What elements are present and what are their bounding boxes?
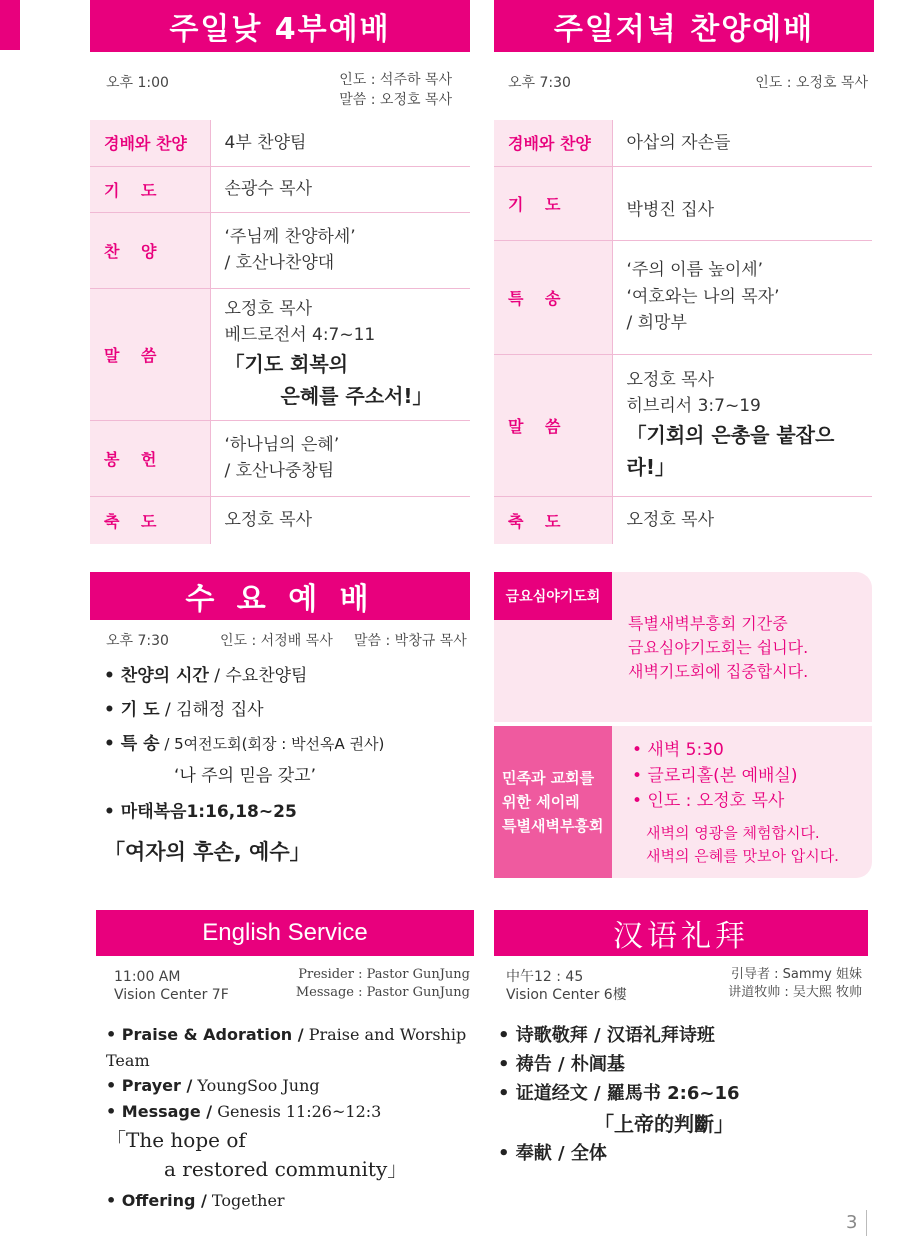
notice-line: 새벽기도회에 집중합시다. xyxy=(628,662,809,681)
sermon-title-line1: 「The hope of xyxy=(106,1128,246,1153)
notice-line: 특별새벽부흥회 기간중 xyxy=(628,614,788,633)
order-label: 봉 헌 xyxy=(90,420,210,496)
order-value: 4부 찬양팀 xyxy=(210,120,470,166)
evening-title: 주일저녁 찬양예배 xyxy=(494,0,874,52)
notice-line: 금요심야기도회는 쉽니다. xyxy=(628,638,809,657)
order-value xyxy=(210,212,470,288)
sermon-title: 「여자의 후손, 예수」 xyxy=(104,840,311,864)
wednesday-title: 수 요 예 배 xyxy=(90,572,470,620)
order-label: 축 도 xyxy=(494,496,612,544)
order-label: 찬 양 xyxy=(90,212,210,288)
order-label: 말 씀 xyxy=(494,354,612,496)
wednesday-preacher: 말씀 : 박창규 목사 xyxy=(354,633,467,649)
note-line: 새벽의 영광을 체험합시다. xyxy=(646,824,820,842)
table-row xyxy=(90,166,470,212)
order-value: 박병진 집사 xyxy=(612,166,872,240)
sunday4-order-table xyxy=(90,120,470,544)
order-value xyxy=(612,240,872,354)
item-head: • Offering / xyxy=(106,1191,207,1211)
page-edge-tab xyxy=(0,0,20,50)
chinese-order-list xyxy=(498,1022,868,1169)
list-item xyxy=(106,1188,476,1214)
wednesday-order-list xyxy=(104,664,474,870)
order-label: 말 씀 xyxy=(90,288,210,420)
preacher-name: 오정호 목사 xyxy=(224,298,313,319)
scripture: 히브리서 3:7~19 xyxy=(626,396,761,416)
label-line: 특별새벽부흥회 xyxy=(502,817,604,835)
order-value: 오정호 목사 xyxy=(626,510,715,531)
friday-notice xyxy=(628,612,808,684)
table-row xyxy=(90,120,470,166)
chinese-leader: 引导者 : Sammy 姐妹 xyxy=(730,967,862,982)
choir: / 호산나찬양대 xyxy=(224,253,335,273)
scripture: 베드로전서 4:7~11 xyxy=(224,325,376,345)
list-item xyxy=(106,1073,476,1099)
special-song-team: / 희망부 xyxy=(626,313,687,334)
english-ministers xyxy=(270,966,470,1001)
evening-order-table xyxy=(494,120,872,544)
sermon-title: 「上帝的判斷」 xyxy=(594,1112,734,1137)
sermon-title-line1: 「기도 회복의 xyxy=(224,352,349,377)
order-value: 아삽의 자손들 xyxy=(612,120,872,166)
chinese-place: Vision Center 6樓 xyxy=(506,987,627,1004)
item-text: / 김해정 집사 xyxy=(159,700,264,720)
sermon-title-line2: 은혜를 주소서!」 xyxy=(280,384,433,409)
sermon-title: 「기회의 은총을 붙잡으라!」 xyxy=(626,423,835,480)
item-head: • 기 도 xyxy=(104,700,160,720)
order-value xyxy=(612,354,872,496)
english-message-by: Message : Pastor GunJung xyxy=(295,984,470,1000)
sunday4-leader: 인도 : 석주하 목사 xyxy=(339,72,452,88)
evening-time: 오후 7:30 xyxy=(508,75,571,91)
revival-label xyxy=(494,726,612,878)
revival-info xyxy=(632,738,797,815)
sunday4-title: 주일낮 4부예배 xyxy=(90,0,470,52)
order-label: 기 도 xyxy=(494,166,612,240)
offering-song: ‘하나님의 은혜’ xyxy=(224,434,340,455)
info-line: • 글로리홀(본 예배실) xyxy=(632,765,798,786)
chinese-time: 中午12 : 45 xyxy=(506,969,584,985)
offering-team: / 호산나중창팀 xyxy=(224,461,335,481)
label-line: 민족과 교회를 xyxy=(502,769,595,787)
order-label: 특 송 xyxy=(494,240,612,354)
item-text: Praise and Worship Team xyxy=(106,1025,467,1070)
page-number: 3 xyxy=(846,1212,858,1233)
hymn-title: ‘주님께 찬양하세’ xyxy=(224,226,356,247)
table-row xyxy=(494,120,872,166)
order-value: 오정호 목사 xyxy=(224,510,313,531)
english-place: Vision Center 7F xyxy=(114,987,229,1004)
special-song-title: ‘나 주의 믿음 갖고’ xyxy=(174,766,316,786)
wednesday-leader: 인도 : 서정배 목사 xyxy=(220,633,333,649)
item-head: • 찬양의 시간 xyxy=(104,666,209,686)
list-item xyxy=(104,698,474,732)
table-row xyxy=(90,496,470,544)
list-item xyxy=(106,1099,476,1125)
chinese-ministers xyxy=(680,966,862,1001)
table-row xyxy=(494,496,872,544)
sunday4-preacher: 말씀 : 오정호 목사 xyxy=(339,92,452,109)
order-label: 축 도 xyxy=(90,496,210,544)
table-row xyxy=(90,212,470,288)
table-row xyxy=(90,420,470,496)
english-presider: Presider : Pastor GunJung xyxy=(298,967,470,982)
order-label: 기 도 xyxy=(90,166,210,212)
order-value: 손광수 목사 xyxy=(210,166,470,212)
item-head: • Message / xyxy=(106,1101,213,1121)
table-row xyxy=(494,354,872,496)
item-text: / 수요찬양팀 xyxy=(208,666,308,686)
list-item xyxy=(104,664,474,698)
item-head: • Praise & Adoration / xyxy=(106,1025,304,1044)
page-number-divider xyxy=(866,1210,867,1236)
item-text: Genesis 11:26~12:3 xyxy=(212,1101,382,1121)
label-line: 위한 세이레 xyxy=(502,793,580,811)
order-value xyxy=(210,420,470,496)
item-text: YoungSoo Jung xyxy=(192,1076,320,1096)
chinese-time-place xyxy=(506,968,627,1004)
chinese-title: 汉语礼拜 xyxy=(494,910,868,956)
list-item: • 奉献 / 全体 xyxy=(498,1143,607,1165)
list-item xyxy=(104,732,474,764)
list-item: • 诗歌敬拜 / 汉语礼拜诗班 xyxy=(498,1025,715,1046)
revival-notes xyxy=(646,822,839,867)
item-text: Together xyxy=(206,1191,285,1211)
note-line: 새벽의 은혜를 맛보아 압시다. xyxy=(646,846,839,865)
english-time-place xyxy=(114,968,229,1004)
info-line: • 새벽 5:30 xyxy=(632,740,724,760)
item-head: • Prayer / xyxy=(106,1076,193,1096)
item-head: • 특 송 xyxy=(104,734,160,754)
sermon-title-line2: a restored community」 xyxy=(164,1157,408,1182)
table-row xyxy=(494,240,872,354)
table-row xyxy=(90,288,470,420)
wednesday-time: 오후 7:30 xyxy=(106,633,169,649)
friday-label: 금요심야기도회 xyxy=(494,572,612,620)
scripture: • 마태복음1:16,18~25 xyxy=(104,802,297,822)
sunday4-time: 오후 1:00 xyxy=(106,75,169,91)
sunday4-ministers xyxy=(280,70,452,111)
list-item xyxy=(106,1022,476,1073)
list-item: • 祷告 / 朴阊基 xyxy=(498,1053,625,1075)
order-value xyxy=(210,288,470,420)
special-song-1: ‘주의 이름 높이세’ xyxy=(626,260,764,281)
item-text: / 5여전도회(회장 : 박선옥A 권사) xyxy=(159,735,385,753)
list-item: • 证道经文 / 羅馬书 2:6~16 xyxy=(498,1082,740,1104)
order-label: 경배와 찬양 xyxy=(90,120,210,166)
preacher-name: 오정호 목사 xyxy=(626,369,715,390)
info-line: • 인도 : 오정호 목사 xyxy=(632,791,785,811)
english-order-list xyxy=(106,1022,476,1214)
table-row xyxy=(494,166,872,240)
chinese-preacher: 讲道牧帅 : 吴大熙 牧帅 xyxy=(728,984,862,1000)
order-label: 경배와 찬양 xyxy=(494,120,612,166)
special-song-2: ‘여호와는 나의 목자’ xyxy=(626,286,780,307)
english-time: 11:00 AM xyxy=(114,969,181,985)
evening-leader: 인도 : 오정호 목사 xyxy=(755,75,868,91)
english-title: English Service xyxy=(96,910,474,956)
